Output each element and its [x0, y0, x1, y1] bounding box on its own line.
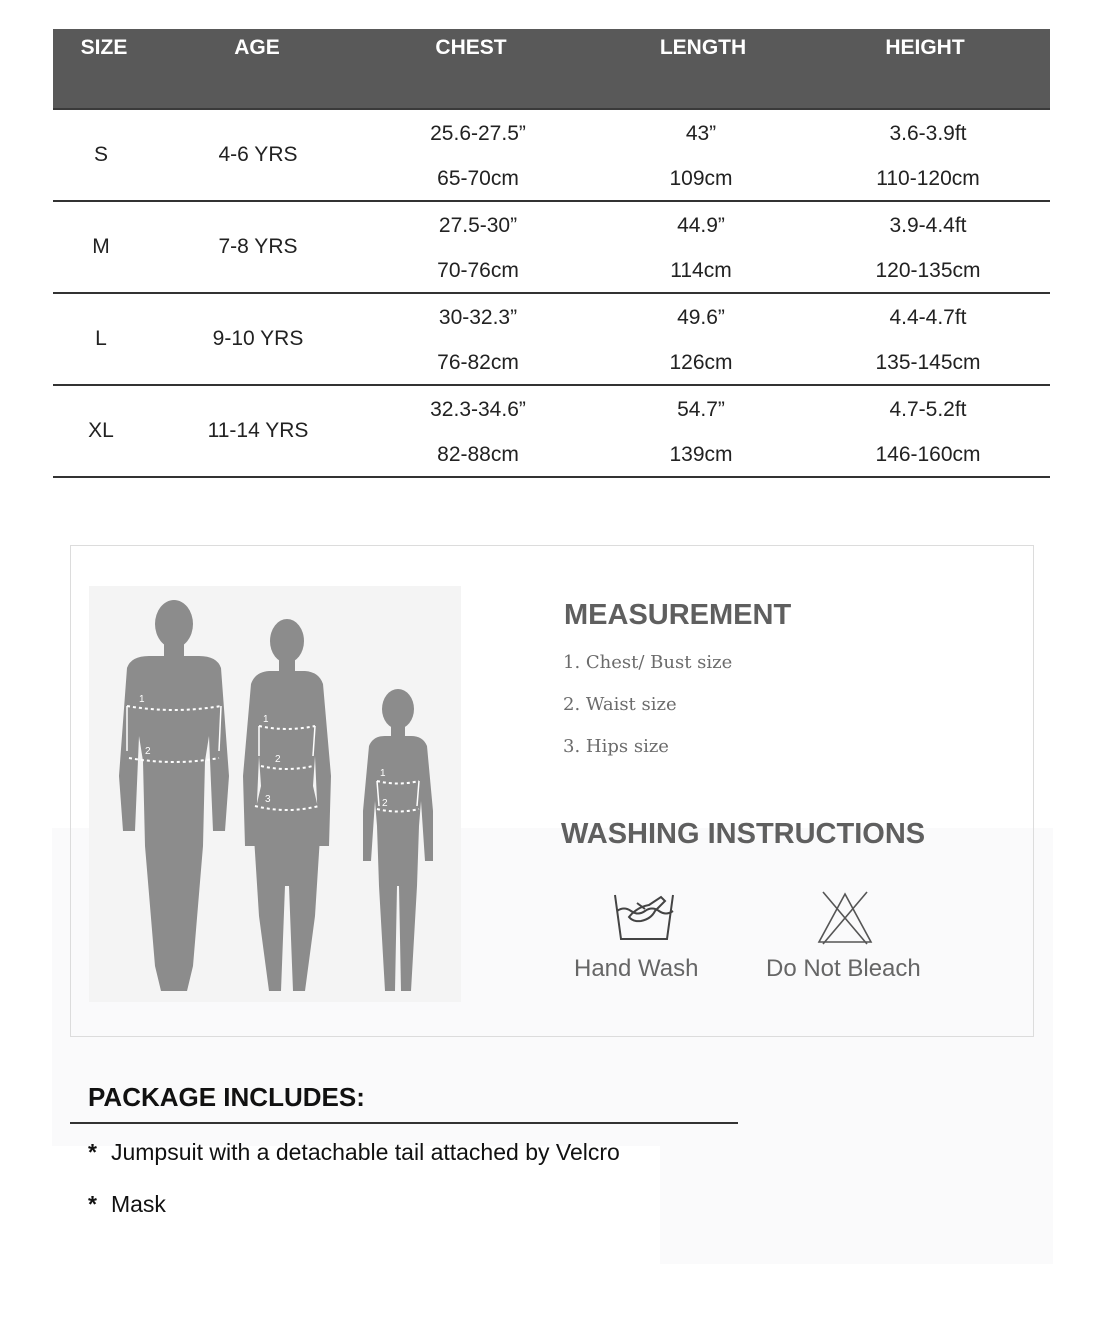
header-age: AGE	[234, 36, 280, 59]
marker-label: 1	[139, 694, 145, 705]
list-item	[88, 1139, 620, 1166]
do-not-bleach-label: Do Not Bleach	[766, 955, 921, 982]
measurement-title: MEASUREMENT	[564, 599, 792, 631]
cell-height-ft: 3.6-3.9ft	[889, 122, 967, 145]
cell-size: XL	[88, 419, 114, 442]
cell-chest-in: 30-32.3”	[438, 306, 518, 329]
hand-wash-label: Hand Wash	[574, 955, 699, 982]
table-row	[53, 202, 1050, 294]
header-size: SIZE	[80, 36, 128, 59]
header-chest: CHEST	[435, 36, 507, 59]
header-height: HEIGHT	[885, 36, 965, 59]
size-chart-table	[53, 29, 1050, 478]
package-title: PACKAGE INCLUDES:	[88, 1082, 365, 1112]
list-item	[88, 1191, 166, 1218]
cell-length-in: 54.7”	[677, 398, 725, 421]
table-header	[53, 29, 1050, 110]
do-not-bleach-icon	[815, 890, 875, 946]
cell-chest-in: 25.6-27.5”	[430, 122, 526, 145]
cell-age: 9-10 YRS	[212, 327, 304, 350]
cell-size: S	[93, 143, 109, 166]
washing-title: WASHING INSTRUCTIONS	[561, 818, 926, 850]
cell-age: 4-6 YRS	[218, 143, 298, 166]
marker-label: 2	[382, 798, 388, 809]
cell-length-cm: 114cm	[670, 259, 732, 282]
cell-size: M	[92, 235, 110, 258]
marker-label: 2	[275, 754, 281, 765]
marker-label: 1	[380, 768, 386, 779]
cell-chest-cm: 65-70cm	[437, 167, 519, 190]
cell-height-ft: 4.7-5.2ft	[889, 398, 967, 421]
cell-chest-in: 27.5-30”	[438, 214, 518, 237]
body-silhouettes-illustration	[89, 586, 461, 1002]
cell-chest-in: 32.3-34.6”	[430, 398, 526, 421]
cell-size: L	[95, 327, 107, 350]
measurement-info-box	[70, 545, 1034, 1037]
table-row	[53, 294, 1050, 386]
cell-length-in: 49.6”	[677, 306, 725, 329]
cell-length-cm: 126cm	[669, 351, 733, 374]
list-item-text: Mask	[110, 1191, 166, 1217]
hand-wash-icon	[611, 889, 677, 943]
cell-height-cm: 135-145cm	[875, 351, 981, 374]
table-row	[53, 386, 1050, 478]
cell-length-cm: 109cm	[669, 167, 733, 190]
cell-length-in: 44.9”	[677, 214, 725, 237]
bullet: *	[88, 1191, 97, 1217]
divider	[70, 1122, 738, 1124]
silhouettes-figure	[89, 586, 461, 1002]
cell-chest-cm: 82-88cm	[437, 443, 519, 466]
cell-height-cm: 110-120cm	[876, 167, 980, 190]
table-row	[53, 110, 1050, 202]
marker-label: 1	[263, 714, 269, 725]
cell-height-ft: 3.9-4.4ft	[889, 214, 967, 237]
cell-height-cm: 146-160cm	[875, 443, 981, 466]
cell-chest-cm: 70-76cm	[437, 259, 519, 282]
cell-height-ft: 4.4-4.7ft	[889, 306, 967, 329]
bullet: *	[88, 1139, 97, 1165]
measurement-item: 1. Chest/ Bust size	[563, 652, 733, 673]
cell-chest-cm: 76-82cm	[437, 351, 519, 374]
marker-label: 3	[265, 794, 271, 805]
background-panel	[660, 1140, 1053, 1264]
header-length: LENGTH	[659, 36, 747, 59]
cell-length-cm: 139cm	[669, 443, 733, 466]
cell-length-in: 43”	[685, 122, 717, 145]
cell-height-cm: 120-135cm	[875, 259, 981, 282]
cell-age: 11-14 YRS	[207, 419, 309, 442]
marker-label: 2	[145, 746, 151, 757]
measurement-item: 3. Hips size	[563, 736, 669, 757]
list-item-text: Jumpsuit with a detachable tail attached by Velcro	[110, 1139, 620, 1165]
measurement-item: 2. Waist size	[563, 694, 677, 715]
cell-age: 7-8 YRS	[218, 235, 298, 258]
